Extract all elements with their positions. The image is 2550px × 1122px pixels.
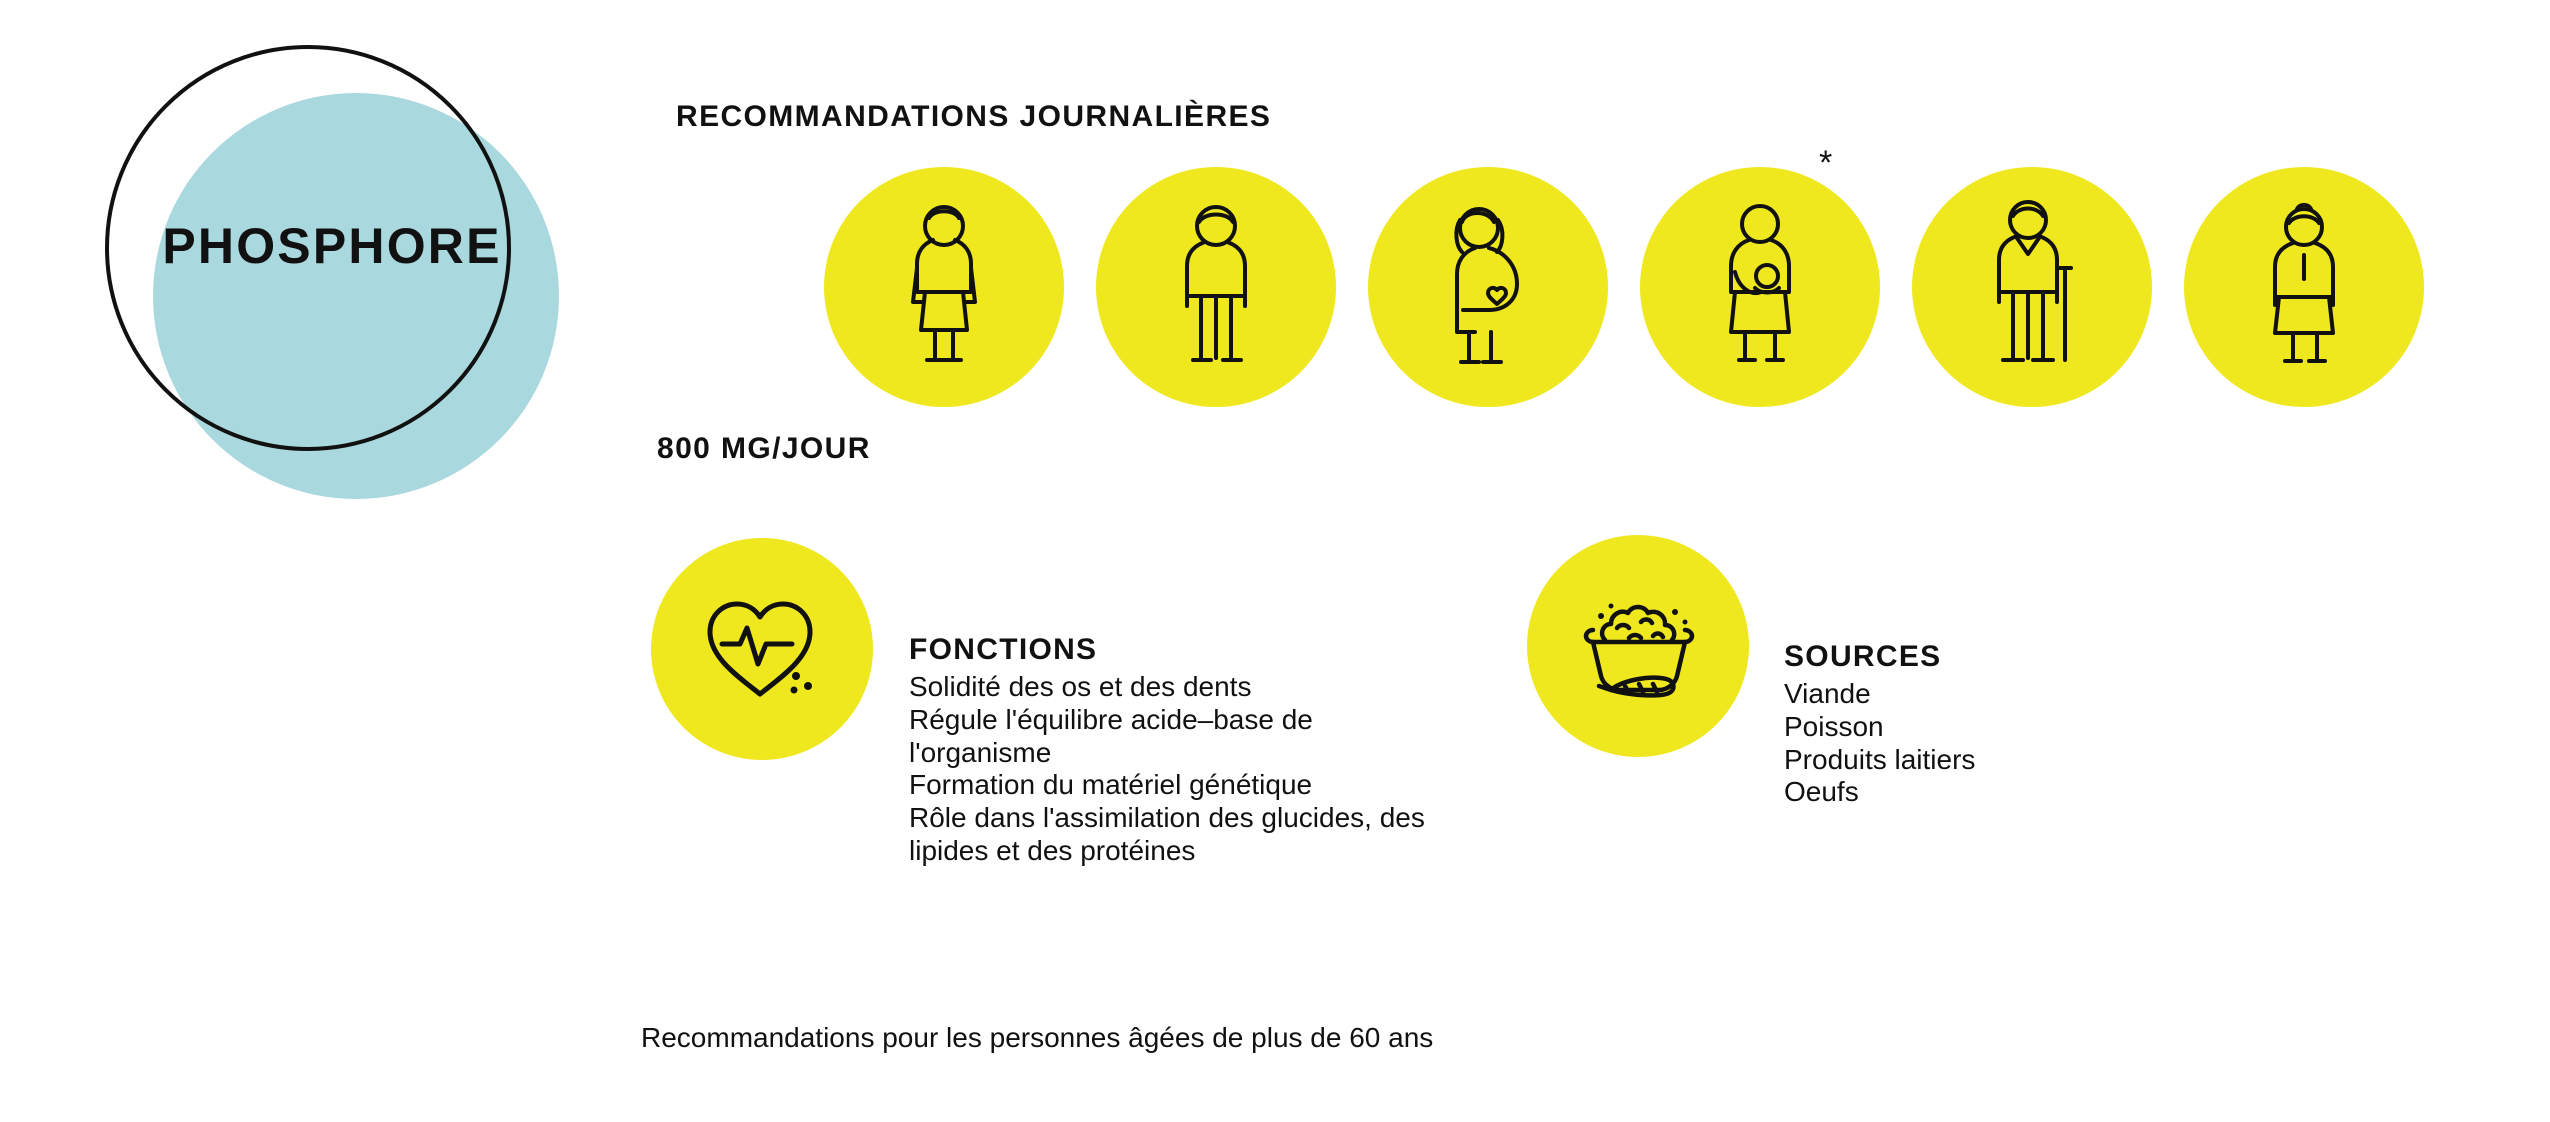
recommendations-heading: RECOMMANDATIONS JOURNALIÈRES [676, 100, 1272, 133]
list-item: Solidité des os et des dents [909, 671, 1252, 702]
person-icon-pregnant-woman [1368, 167, 1608, 407]
functions-text [909, 633, 1449, 868]
functions-heading: FONCTIONS [909, 633, 1098, 666]
daily-dose-label: 800 MG/JOUR [657, 432, 871, 465]
sources-text [1784, 640, 2144, 809]
functions-list [909, 671, 1449, 868]
list-item: Viande [1784, 678, 1871, 709]
person-icon-mother-with-baby [1640, 167, 1880, 407]
list-item: Oeufs [1784, 776, 1859, 808]
page-title: PHOSPHORE [162, 218, 502, 274]
person-icon-woman [824, 167, 1064, 407]
list-item: Produits laitiers [1784, 743, 1976, 775]
asterisk-note-marker: * [1819, 144, 1833, 182]
heart-pulse-icon [651, 538, 873, 760]
footnote-text: Recommandations pour les personnes âgées de plus de 60 ans [641, 1022, 1434, 1053]
person-icon-man [1096, 167, 1336, 407]
person-icon-elderly-woman [2184, 167, 2424, 407]
list-item: Poisson [1784, 710, 1884, 742]
list-item: Régule l'équilibre acide–base de l'organisme [909, 703, 1313, 768]
list-item: Formation du matériel génétique [909, 769, 1313, 801]
sources-heading: SOURCES [1784, 640, 1942, 673]
nutrient-title-badge [105, 45, 575, 475]
vegetable-basket-icon [1527, 535, 1749, 757]
person-icon-elderly-man-with-cane [1912, 167, 2152, 407]
sources-list [1784, 678, 2144, 809]
list-item: Rôle dans l'assimilation des glucides, des lipides et des protéines [909, 802, 1425, 866]
